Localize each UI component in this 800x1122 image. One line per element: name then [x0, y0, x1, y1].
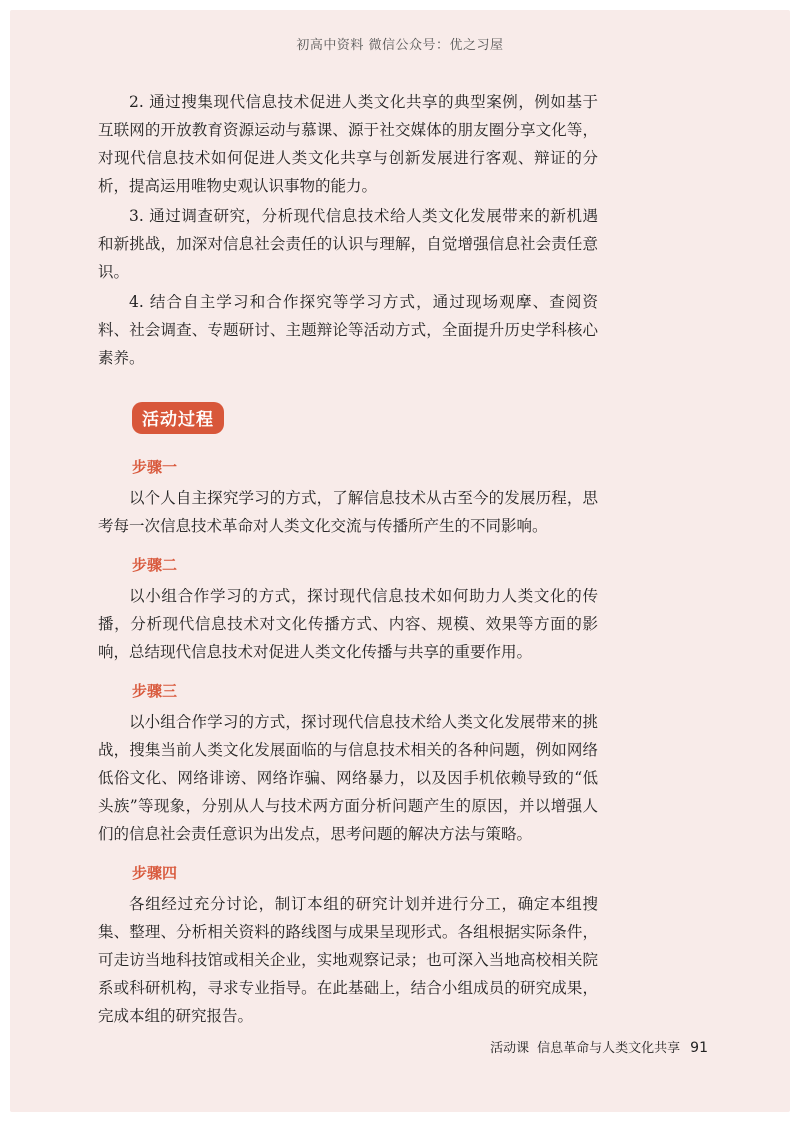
step-3-heading: 步骤三 — [132, 682, 178, 700]
footer-course-label: 活动课 — [490, 1041, 530, 1056]
step-1-heading: 步骤一 — [132, 458, 178, 476]
intro-paragraph-4: 4. 结合自主学习和合作探究等学习方式，通过现场观摩、查阅资料、社会调查、专题研讨、主题辩论等活动方式，全面提升历史学科核心素养。 — [98, 293, 598, 367]
page — [10, 10, 790, 1112]
footer-title: 信息革命与人类文化共享 — [537, 1041, 681, 1056]
step-1-text: 以个人自主探究学习的方式，了解信息技术从古至今的发展历程，思考每一次信息技术革命对人类文化交流与传播所产生的不同影响。 — [98, 489, 598, 535]
section-title-activity-process: 活动过程 — [132, 402, 224, 434]
intro-paragraph-2: 2. 通过搜集现代信息技术促进人类文化共享的典型案例，例如基于互联网的开放教育资源运动与慕课、源于社交媒体的朋友圈分享文化等，对现代信息技术如何促进人类文化共享与创新发展进行客观、辩证的分析，提高运用唯物史观认识事物的能力。 — [98, 93, 598, 195]
intro-paragraph-3: 3. 通过调查研究，分析现代信息技术给人类文化发展带来的新机遇和新挑战，加深对信息社会责任的认识与理解，自觉增强信息社会责任意识。 — [98, 207, 598, 281]
step-4-heading: 步骤四 — [132, 864, 178, 882]
page-footer — [490, 1037, 708, 1056]
main-content — [98, 88, 598, 1032]
step-2-heading: 步骤二 — [132, 556, 178, 574]
step-3-text: 以小组合作学习的方式，探讨现代信息技术给人类文化发展带来的挑战，搜集当前人类文化发展面临的与信息技术相关的各种问题，例如网络低俗文化、网络诽谤、网络诈骗、网络暴力，以及因手机依赖导致的“低头族”等现象，分别从人与技术两方面分析问题产生的原因，并以增强人们的信息社会责任意识为出发点，思考问题的解决方法与策略。 — [98, 713, 598, 843]
step-4-text: 各组经过充分讨论，制订本组的研究计划并进行分工，确定本组搜集、整理、分析相关资料的路线图与成果呈现形式。各组根据实际条件，可走访当地科技馆或相关企业，实地观察记录；也可深入当地高校相关院系或科研机构，寻求专业指导。在此基础上，结合小组成员的研究成果，完成本组的研究报告。 — [98, 895, 598, 1025]
step-2-text: 以小组合作学习的方式，探讨现代信息技术如何助力人类文化的传播，分析现代信息技术对文化传播方式、内容、规模、效果等方面的影响，总结现代信息技术对促进人类文化传播与共享的重要作用。 — [98, 587, 598, 661]
page-number: 91 — [690, 1040, 708, 1056]
page-header: 初高中资料 微信公众号：优之习屋 — [296, 38, 504, 53]
